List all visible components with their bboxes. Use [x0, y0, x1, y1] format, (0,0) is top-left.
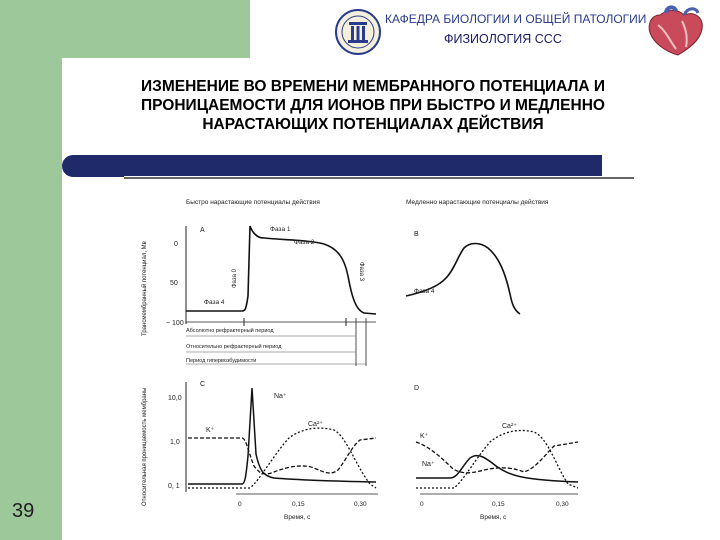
heart-illustration-icon	[640, 5, 710, 57]
phase-2-label: Фаза 2	[294, 239, 315, 246]
absolute-refractory-label: Абсолютно рефрактерный период	[186, 328, 274, 334]
page-number: 39	[12, 500, 35, 522]
university-logo-icon	[334, 8, 382, 56]
y-axis-label-bottom: Относительная проницаемость мембраны	[142, 387, 148, 506]
left-green-bar	[0, 0, 62, 540]
slide-title	[66, 77, 680, 134]
y-tick-1: 1,0	[170, 439, 180, 446]
x-tick-c-0: 0	[238, 501, 242, 508]
ca-label-c: Ca²⁺	[308, 421, 323, 428]
k-label-c: K⁺	[206, 427, 215, 434]
y-tick-0: 0	[174, 241, 178, 248]
phase-0-label: Фаза 0	[232, 269, 238, 288]
department-name: КАФЕДРА БИОЛОГИИ И ОБЩЕЙ ПАТОЛОГИИ	[385, 12, 647, 26]
y-tick-100: − 100	[166, 320, 184, 327]
title-line-2: ПРОНИЦАЕМОСТИ ДЛЯ ИОНОВ ПРИ БЫСТРО И МЕДЛЕННО	[141, 97, 605, 114]
hyperexcitability-label: Период гипервозбудимости	[186, 358, 257, 364]
phase-4-label-b: Фаза 4	[414, 288, 435, 295]
panel-a-label: A	[200, 227, 205, 234]
x-axis-label-c: Время, с	[284, 514, 311, 521]
y-axis-label-top: Трансмембранный потенциал, Мв	[142, 241, 148, 336]
top-green-block	[0, 0, 250, 58]
title-line-1: ИЗМЕНЕНИЕ ВО ВРЕМЕНИ МЕМБРАННОГО ПОТЕНЦИАЛА И	[141, 78, 605, 95]
y-tick-10: 10,0	[168, 395, 182, 402]
x-tick-c-030: 0,30	[354, 501, 367, 508]
x-tick-d-0: 0	[420, 501, 424, 508]
y-tick-50: 50	[170, 280, 178, 287]
title-line-3: НАРАСТАЮЩИХ ПОТЕНЦИАЛАХ ДЕЙСТВИЯ	[202, 116, 544, 133]
panel-a-title: Быстро нарастающие потенциалы действия	[186, 199, 320, 206]
x-tick-d-030: 0,30	[556, 501, 569, 508]
phase-3-label: Фаза 3	[358, 262, 364, 281]
na-label-d: Na⁺	[422, 461, 435, 468]
action-potential-figure	[124, 176, 636, 540]
panel-b-label: B	[414, 231, 419, 238]
panel-c-label: C	[200, 381, 206, 388]
x-tick-c-015: 0,15	[292, 501, 305, 508]
y-tick-01: 0, 1	[168, 483, 180, 490]
k-label-d: K⁺	[420, 433, 429, 440]
course-subtitle: ФИЗИОЛОГИЯ ССС	[444, 32, 562, 46]
x-tick-d-015: 0,15	[492, 501, 505, 508]
title-divider-bar	[62, 155, 602, 177]
relative-refractory-label: Относительно рефрактерный период	[186, 344, 282, 350]
panel-d-label: D	[414, 385, 420, 392]
na-label-c: Na⁺	[274, 393, 287, 400]
phase-1-label: Фаза 1	[270, 226, 291, 233]
phase-4-label-a: Фаза 4	[204, 299, 225, 306]
panel-b-title: Медленно нарастающие потенциалы действия	[406, 199, 549, 206]
ca-label-d: Ca²⁺	[502, 423, 517, 430]
x-axis-label-d: Время, с	[480, 514, 507, 521]
